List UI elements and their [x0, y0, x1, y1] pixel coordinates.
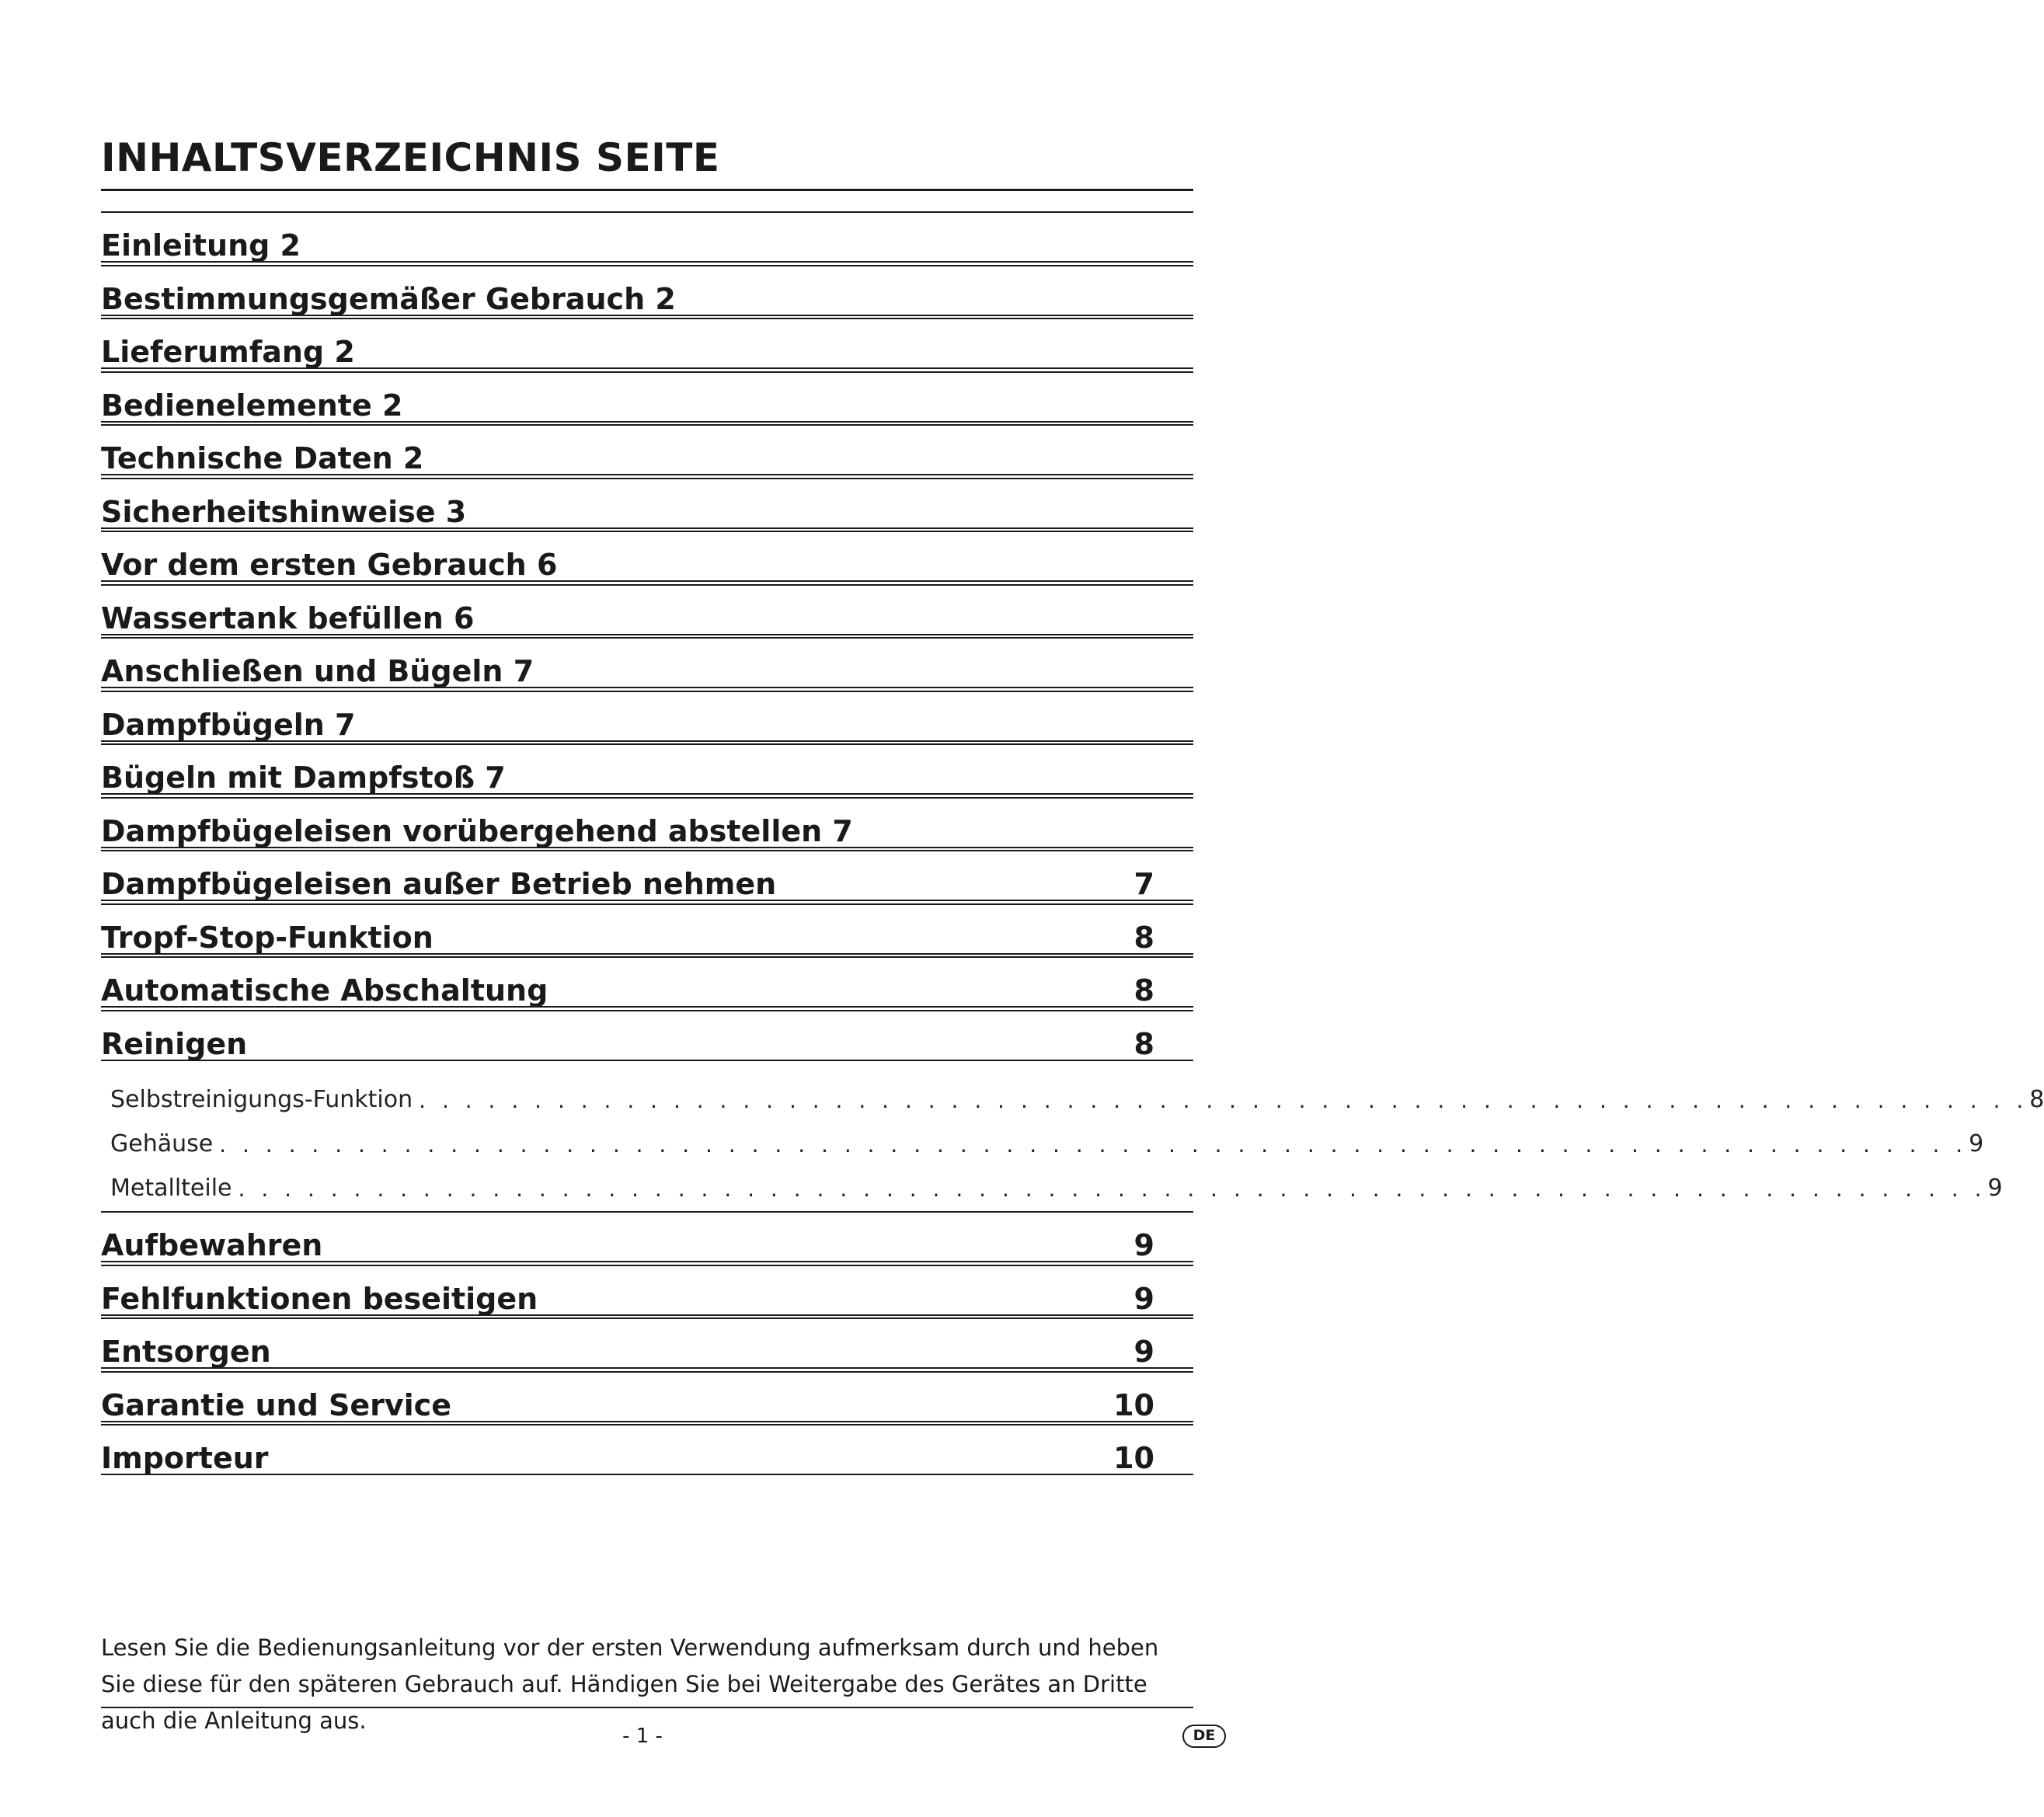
- toc-entry-label: Dampfbügeleisen vorübergehend abstellen 7: [101, 813, 853, 848]
- toc-entry-label: Lieferumfang 2: [101, 335, 355, 369]
- toc-entry[interactable]: [101, 371, 1193, 423]
- toc-entry-label: Dampfbügeln 7: [101, 707, 356, 742]
- toc-entry-label: Importeur: [101, 1441, 269, 1475]
- toc-entry[interactable]: [101, 797, 1193, 848]
- toc-entry[interactable]: [101, 318, 1193, 369]
- toc-entry-label: Tropf-Stop-Funktion: [101, 920, 434, 955]
- toc-entry[interactable]: [101, 478, 1193, 529]
- toc-entry-label: Sicherheitshinweise 3: [101, 494, 467, 529]
- toc-entry-label: Wassertank befüllen 6: [101, 600, 475, 635]
- dot-leader: . . . . . . . . . . . . . . . . . . . . . . . . . . . . . . . . . . . . . . . . . . . . . . . . . . . . . . . . . . . . . . . . . . . . . .: [419, 1088, 2028, 1113]
- toc-sub-entry[interactable]: [110, 1113, 1984, 1157]
- page-title: INHALTSVERZEICHNIS SEITE: [101, 135, 720, 180]
- toc-entry-label: Automatische Abschaltung: [101, 973, 548, 1008]
- toc-entry[interactable]: [101, 584, 1193, 635]
- toc-entry-label: Bestimmungsgemäßer Gebrauch 2: [101, 281, 676, 316]
- toc-entry-page: 9: [1133, 1228, 1154, 1262]
- footer-divider: [101, 1707, 1193, 1708]
- toc-entry-page: 8: [1133, 1026, 1154, 1061]
- toc-entry-label: Einleitung 2: [101, 228, 301, 263]
- toc-sub-entry-label: Gehäuse: [110, 1130, 219, 1157]
- table-of-contents: [101, 211, 2044, 1478]
- toc-entry[interactable]: [101, 211, 1193, 263]
- toc-entry-page: 8: [1133, 920, 1154, 955]
- toc-entry[interactable]: [101, 637, 1193, 688]
- toc-entry-label: Reinigen: [101, 1026, 248, 1061]
- toc-entry-page: 7: [1133, 867, 1154, 901]
- toc-entry[interactable]: [101, 1317, 1193, 1369]
- toc-entry-label: Entsorgen: [101, 1335, 271, 1369]
- toc-sub-entry-label: Metallteile: [110, 1175, 239, 1202]
- dot-leader: . . . . . . . . . . . . . . . . . . . . . . . . . . . . . . . . . . . . . . . . . . . . . . . . . . . . . . . . . . . . . . . . . . . . . . . . . . . .: [219, 1132, 1968, 1157]
- toc-entry[interactable]: [101, 903, 1193, 955]
- dot-leader: . . . . . . . . . . . . . . . . . . . . . . . . . . . . . . . . . . . . . . . . . . . . . . . . . . . . . . . . . . . . . . . . . . . . . . . . . . . .: [238, 1176, 1987, 1202]
- toc-sub-entry-page: 9: [1987, 1175, 2003, 1202]
- toc-entry-label: Garantie und Service: [101, 1387, 451, 1422]
- toc-entry[interactable]: [101, 1424, 1193, 1475]
- toc-sub-entry-label: Selbstreinigungs-Funktion: [110, 1086, 419, 1113]
- toc-entry-label: Fehlfunktionen beseitigen: [101, 1281, 538, 1316]
- toc-entry[interactable]: [101, 1265, 1193, 1316]
- toc-entry-page: 9: [1133, 1335, 1154, 1369]
- toc-entry[interactable]: [101, 531, 1193, 582]
- toc-entry[interactable]: [101, 424, 1193, 475]
- toc-entry-label: Anschließen und Bügeln 7: [101, 654, 535, 688]
- toc-entry-label: Aufbewahren: [101, 1228, 323, 1262]
- toc-sub-entry[interactable]: [110, 1069, 2044, 1113]
- toc-entry[interactable]: [101, 1371, 1193, 1422]
- toc-entry-label: Technische Daten 2: [101, 441, 424, 475]
- toc-entry[interactable]: [101, 1010, 1193, 1061]
- language-badge: DE: [1182, 1725, 1226, 1748]
- toc-entry[interactable]: [101, 1211, 1193, 1262]
- toc-entry-label: Bedienelemente 2: [101, 388, 403, 423]
- toc-entry[interactable]: [101, 850, 1193, 901]
- toc-entry-page: 9: [1133, 1281, 1154, 1316]
- title-divider: [101, 189, 1193, 191]
- reading-note: Lesen Sie die Bedienungsanleitung vor der ersten Verwendung aufmerksam durch und heben Sie diese für den späteren Gebrauch auf. Händigen Sie bei Weitergabe des Gerätes an Dritte auch die Anleitung aus.: [101, 1634, 1159, 1734]
- toc-sub-entry-page: 9: [1969, 1130, 1984, 1157]
- toc-entry-page: 10: [1113, 1441, 1154, 1475]
- toc-entry-label: Bügeln mit Dampfstoß 7: [101, 761, 506, 795]
- toc-sub-entry[interactable]: [110, 1157, 2003, 1202]
- page-number: - 1 -: [622, 1725, 663, 1748]
- toc-entry-page: 10: [1113, 1387, 1154, 1422]
- toc-entry[interactable]: [101, 743, 1193, 795]
- toc-sub-entry-page: 8: [2029, 1086, 2044, 1113]
- toc-entry[interactable]: [101, 265, 1193, 316]
- toc-entry-page: 8: [1133, 973, 1154, 1008]
- toc-entry-label: Dampfbügeleisen außer Betrieb nehmen: [101, 867, 777, 901]
- toc-entry-label: Vor dem ersten Gebrauch 6: [101, 548, 558, 582]
- toc-sub-list: [101, 1063, 2044, 1211]
- toc-entry[interactable]: [101, 691, 1193, 742]
- toc-entry[interactable]: [101, 956, 1193, 1008]
